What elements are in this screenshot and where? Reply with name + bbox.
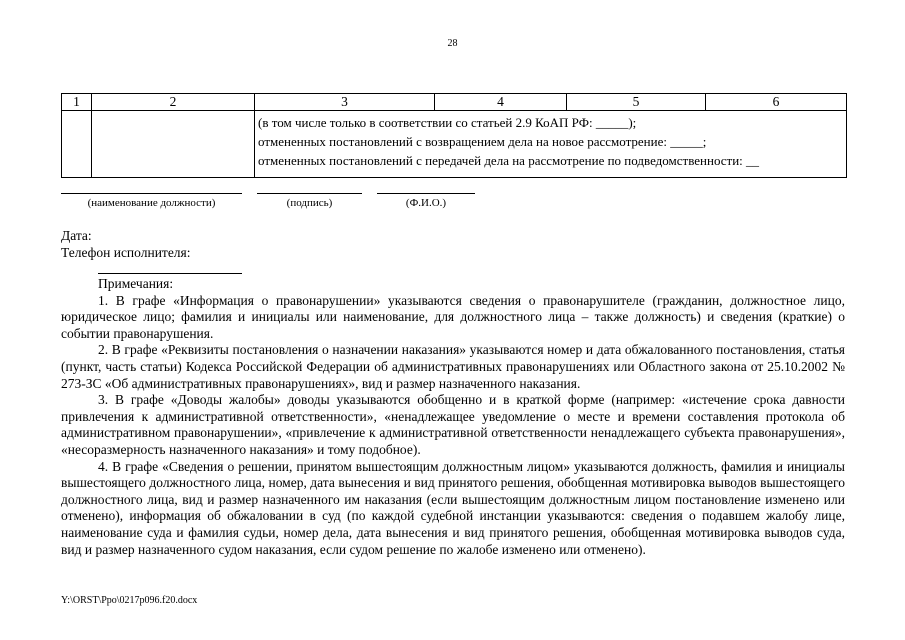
table-cell-col3 [255, 111, 847, 178]
footer-file-path: Y:\ORST\Ppo\0217p096.f20.docx [61, 595, 198, 606]
table-header-cell: 3 [255, 94, 435, 111]
position-label: (наименование должности) [87, 197, 216, 209]
date-label: Дата: [61, 228, 92, 243]
name-label: (Ф.И.О.) [405, 197, 447, 209]
page-number: 28 [447, 38, 458, 49]
table-header-cell: 6 [706, 94, 847, 111]
report-table [61, 93, 847, 178]
table-cell-line: (в том числе только в соответствии со статьей 2.9 КоАП РФ: _____); [258, 115, 637, 130]
signature-label: (подпись) [286, 197, 333, 209]
table-cell [92, 111, 255, 178]
table-header-row [62, 94, 847, 111]
table-row [62, 111, 847, 178]
notes-separator [98, 273, 242, 274]
signature-line [257, 193, 362, 194]
table-cell [62, 111, 92, 178]
phone-label: Телефон исполнителя: [61, 245, 191, 260]
position-signature-line [61, 193, 242, 194]
name-signature-line [377, 193, 475, 194]
notes-section [61, 276, 845, 558]
note-item: 3. В графе «Доводы жалобы» доводы указываются обобщенно и в краткой форме (например: «истечение срока давности привлечения к административной ответственности», «ненадлежащее уведомление о месте и времени составления протокола об административном правонарушении», «привлечение к административной ответственности ненадлежащего субъекта правонарушения», «несоразмерность назначенного наказания» и тому подобное). [61, 392, 845, 457]
table-header-cell: 5 [567, 94, 706, 111]
table-cell-line: отмененных постановлений с передачей дела на рассмотрение по подведомственности: __ [258, 153, 760, 168]
table-header-cell: 1 [62, 94, 92, 111]
notes-title: Примечания: [98, 276, 174, 291]
table-header-cell: 4 [435, 94, 567, 111]
note-item: 1. В графе «Информация о правонарушении» указываются сведения о правонарушителе (гражданин, должностное лицо, юридическое лицо; фамилия и инициалы или наименование, для должностного лица – также должность) и сведения (краткие) о событии правонарушения. [61, 292, 845, 341]
note-item: 2. В графе «Реквизиты постановления о назначении наказания» указываются номер и дата обжалованного постановления, статья (пункт, часть статьи) Кодекса Российской Федерации об административных правонарушениях или Областного закона от 25.10.2002 № 273-ЗС «Об административных правонарушениях», вид и размер назначенного наказания. [61, 342, 845, 391]
table-cell-line: отмененных постановлений с возвращением дела на новое рассмотрение: _____; [258, 134, 707, 149]
table-header-cell: 2 [92, 94, 255, 111]
note-item: 4. В графе «Сведения о решении, принятом вышестоящим должностным лицом» указываются должность, фамилия и инициалы вышестоящего должностного лица, номер, дата вынесения и вид принятого решения, обобщенная мотивировка выводов вышестоящего должностного лица, вид и размер назначенного им наказания (если вышестоящим должностным лицом постановление изменено или отменено), информация об обжаловании в суд (по каждой судебной инстанции указываются: сведения о подавшем жалобу лице, наименование суда и фамилия судьи, номер дела, дата вынесения и вид принятого решения, обобщенная мотивировка выводов суда, вид и размер назначенного судом наказания, если судом решение по жалобе изменено или отменено). [61, 458, 845, 557]
